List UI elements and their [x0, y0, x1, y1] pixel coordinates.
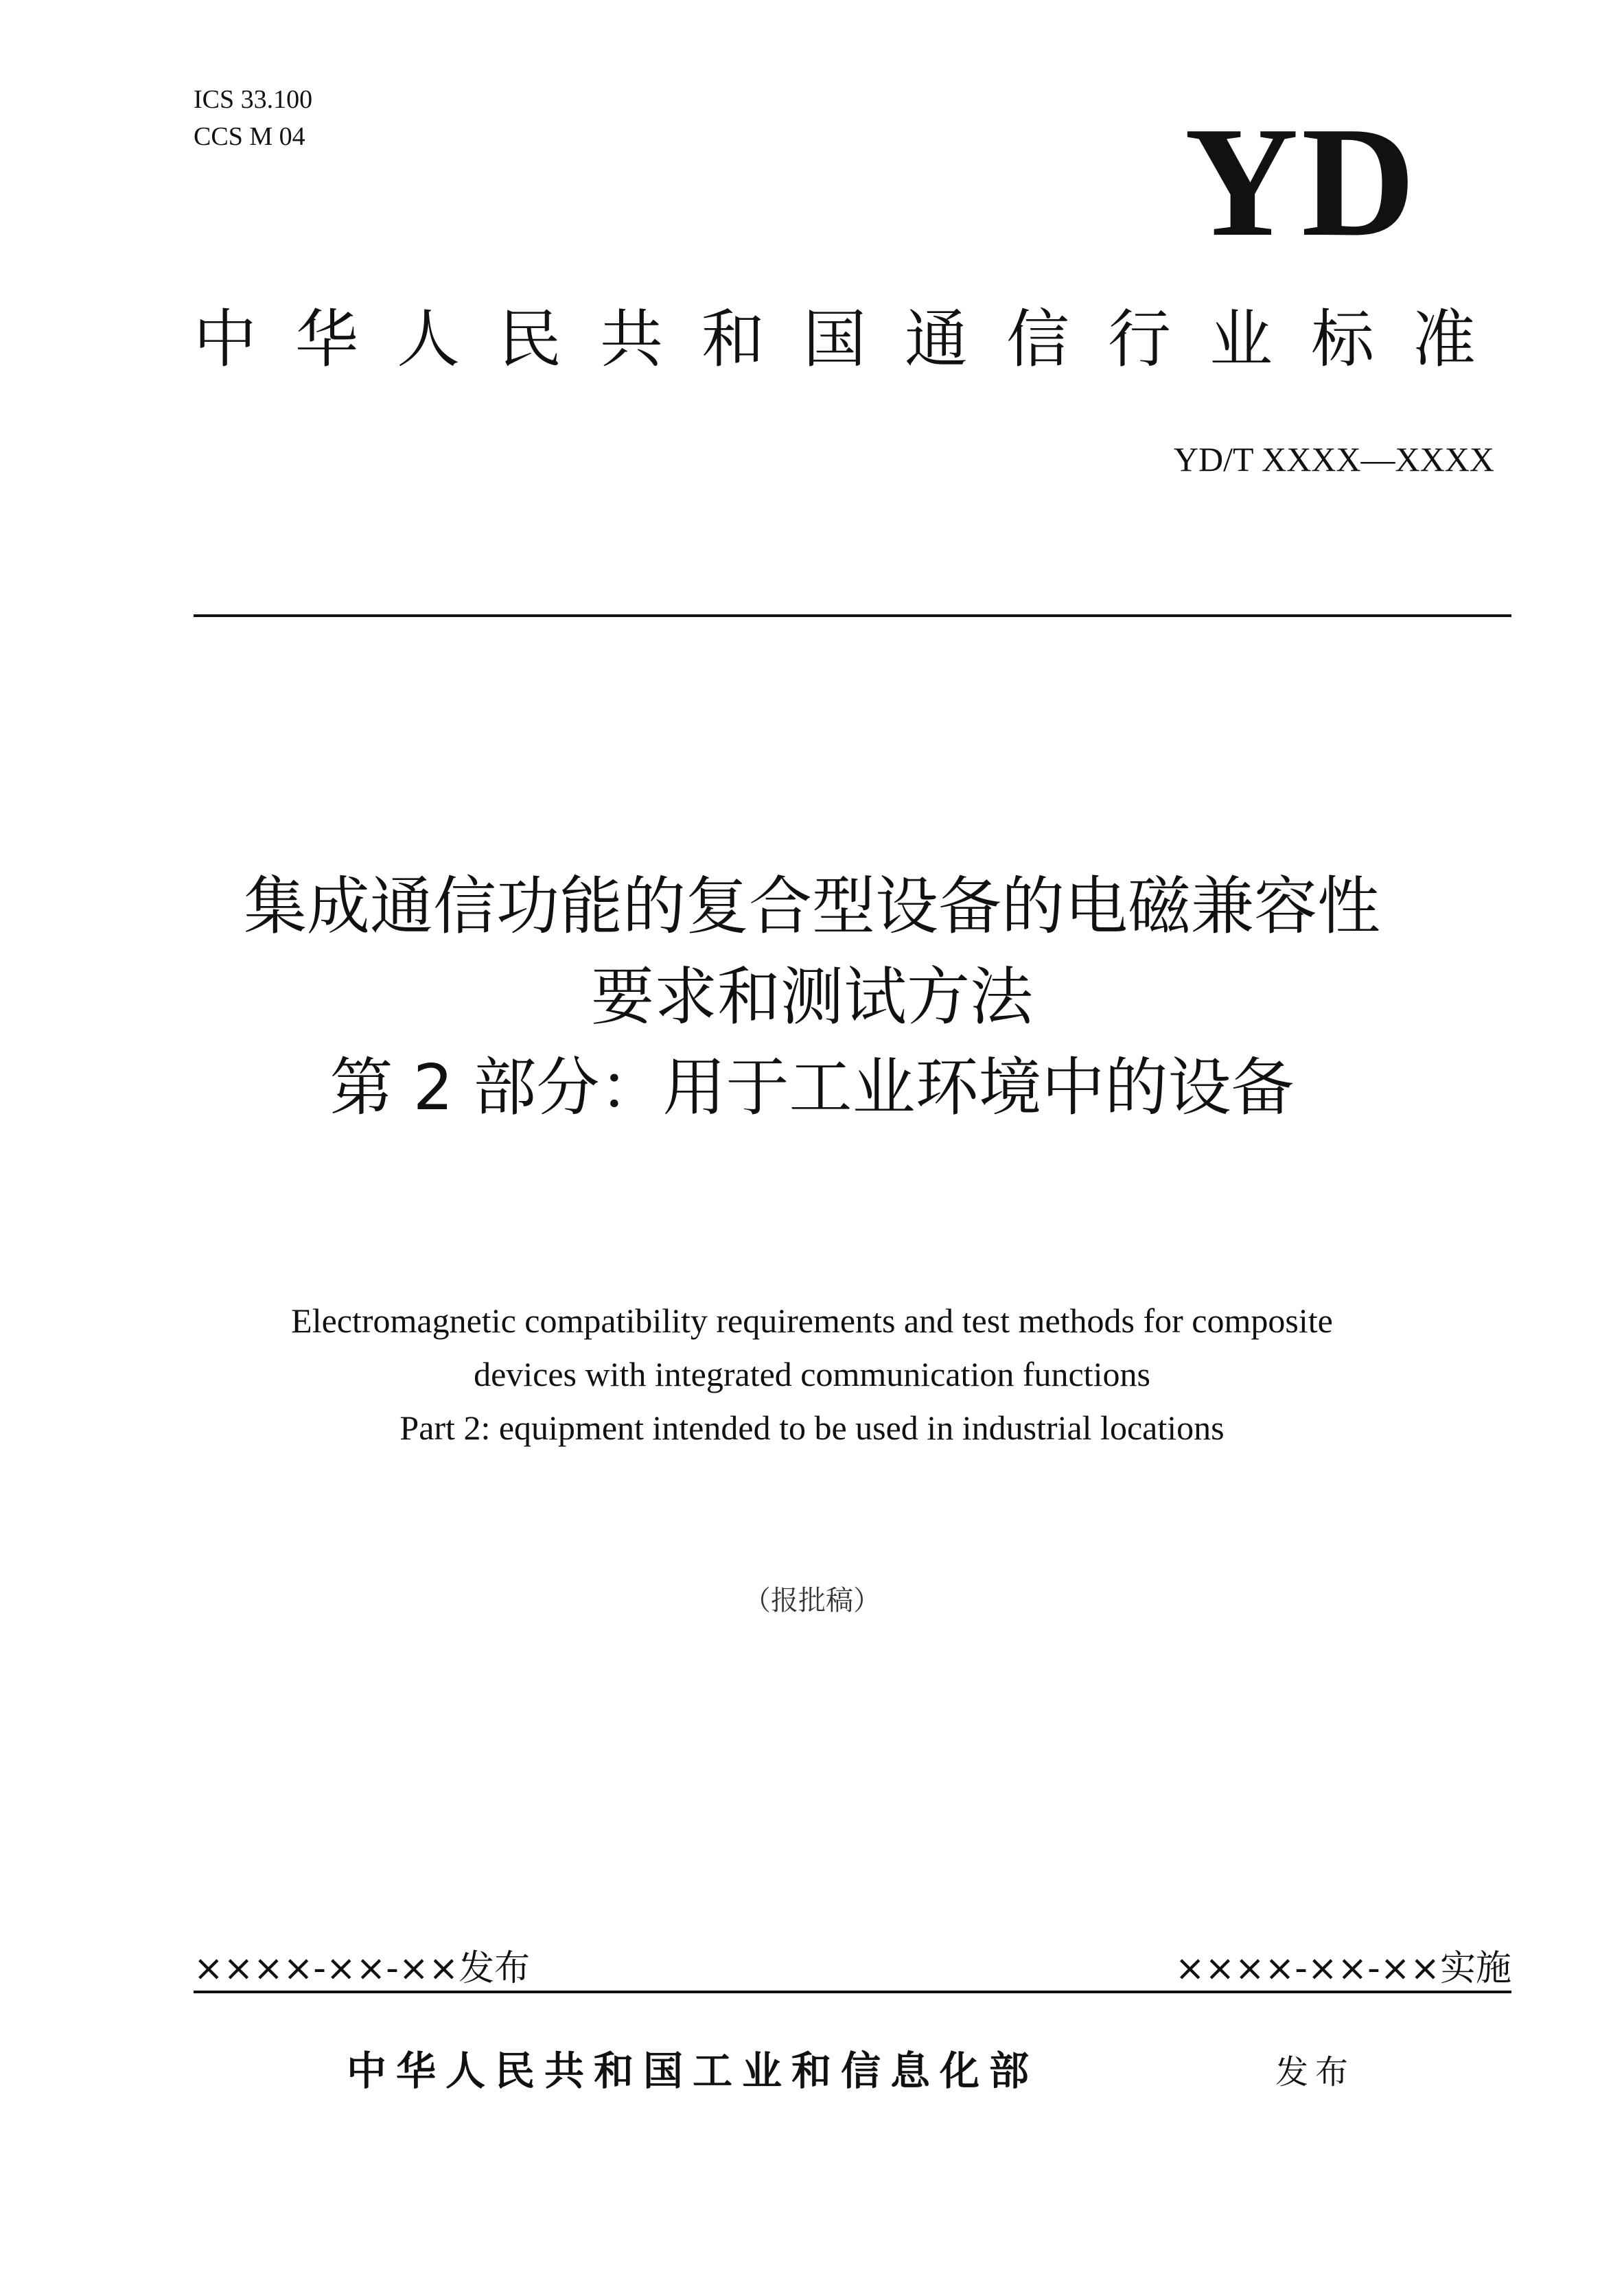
top-divider [194, 614, 1511, 617]
chinese-title-line-2: 要求和测试方法 [590, 960, 1033, 1034]
bottom-divider [194, 1991, 1511, 1993]
chinese-title-line-3: 第 2 部分：用于工业环境中的设备 [329, 1051, 1295, 1124]
chinese-title-line-1: 集成通信功能的复合型设备的电磁兼容性 [243, 870, 1380, 943]
draft-status-label: （报批稿） [743, 1585, 881, 1616]
english-title [0, 1294, 1624, 1454]
chinese-title [0, 861, 1624, 1133]
english-title-line-3: Part 2: equipment intended to be used in industrial locations [399, 1408, 1225, 1447]
classification-codes [194, 81, 312, 155]
english-title-line-2: devices with integrated communication functions [474, 1355, 1150, 1393]
publisher-name: 中华人民共和国工业和信息化部 [347, 2048, 1039, 2094]
issue-date: ××××-××-××发布 [194, 1948, 531, 1989]
publish-label: 发布 [1275, 2053, 1356, 2091]
standard-number: YD/T XXXX—XXXX [1173, 440, 1494, 478]
implementation-date: ××××-××-××实施 [1174, 1948, 1511, 1989]
ics-code: ICS 33.100 [194, 85, 313, 114]
standard-category-title: 中华人民共和国通信行业标准 [194, 303, 1515, 376]
english-title-line-1: Electromagnetic compatibility requirements and test methods for composite [291, 1301, 1333, 1340]
ccs-code: CCS M 04 [194, 122, 305, 151]
yd-logo: YD [1184, 94, 1418, 269]
